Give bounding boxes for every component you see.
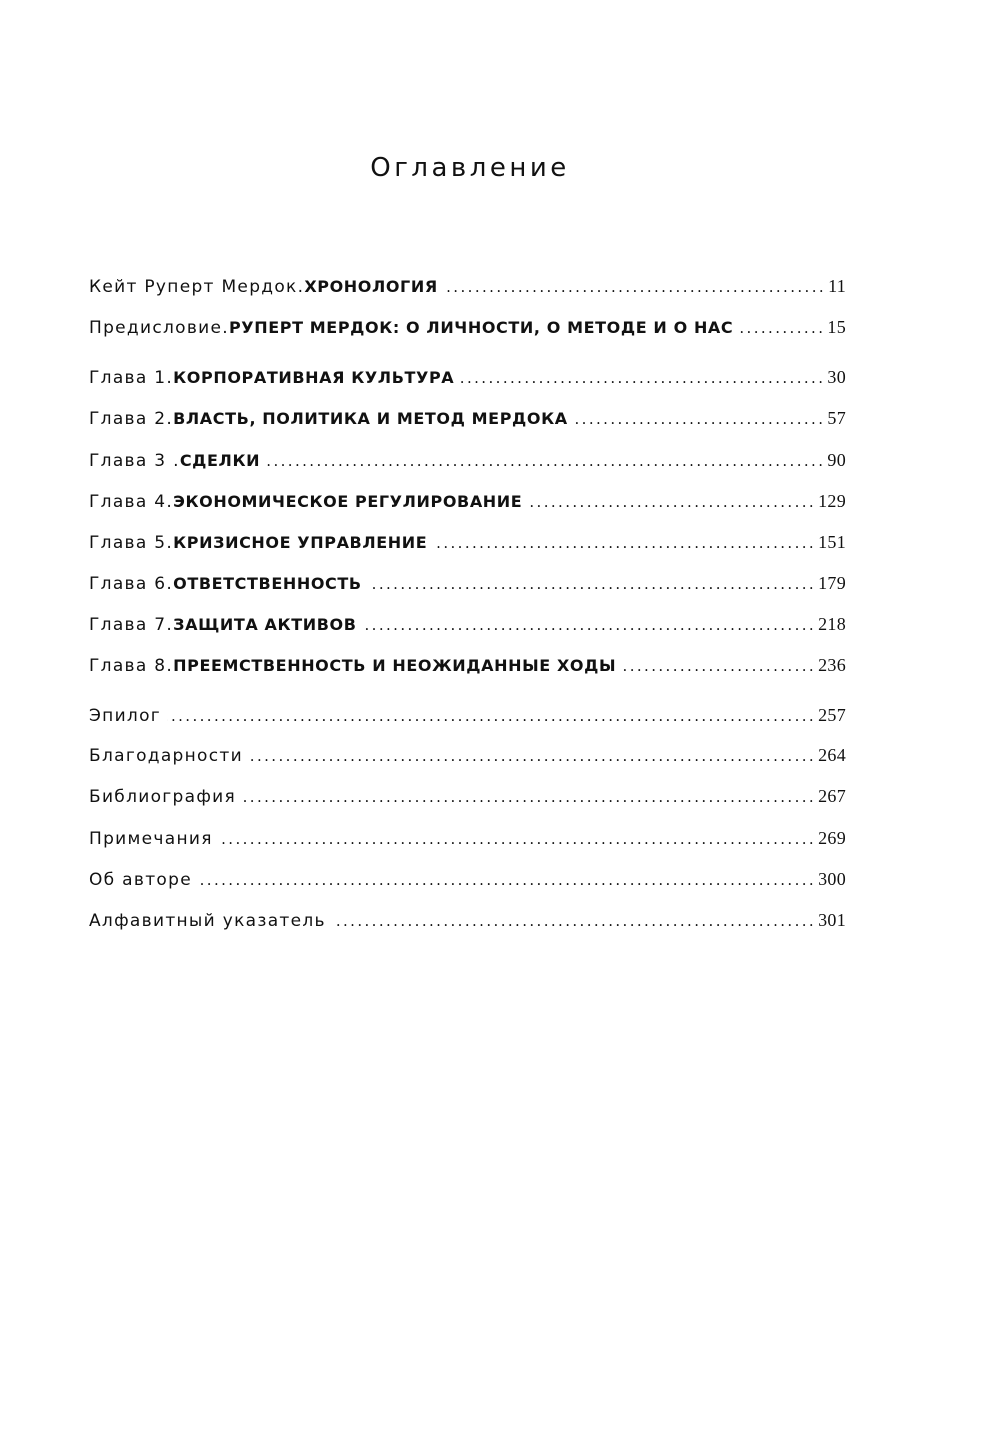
toc-page-number: 15 — [827, 317, 846, 337]
toc-entry-title: РУПЕРТ МЕРДОК: О ЛИЧНОСТИ, О МЕТОДЕ И О НАС — [228, 318, 734, 337]
toc-entry[interactable] — [89, 450, 846, 476]
toc-entry[interactable] — [89, 573, 846, 599]
toc-page-number: 11 — [828, 276, 846, 296]
toc-entry[interactable] — [89, 910, 846, 936]
toc-entry-prefix: Примечания — [89, 829, 213, 849]
toc-entry[interactable] — [89, 786, 846, 812]
toc-entry-prefix: Глава 6. — [89, 574, 174, 594]
toc-entry-title: ЗАЩИТА АКТИВОВ — [173, 615, 357, 634]
toc-dot-leader — [363, 616, 817, 634]
toc-entry-prefix: Благодарности — [89, 746, 243, 766]
toc-entry-title: ПРЕЕМСТВЕННОСТЬ И НЕОЖИДАННЫЕ ХОДЫ — [173, 656, 617, 675]
toc-page-number: 301 — [818, 910, 846, 930]
toc-page-number: 300 — [818, 869, 846, 889]
toc-dot-leader — [266, 452, 825, 470]
toc-entry[interactable] — [89, 745, 846, 771]
toc-page-number: 151 — [818, 532, 846, 552]
toc-entry-prefix: Глава 7. — [89, 615, 174, 635]
toc-dot-leader — [219, 830, 816, 848]
toc-entry[interactable] — [89, 317, 846, 343]
toc-entry-prefix: Глава 5. — [89, 533, 174, 553]
toc-page-number: 269 — [818, 828, 846, 848]
toc-dot-leader — [433, 534, 816, 552]
toc-entry[interactable] — [89, 491, 846, 517]
toc-dot-leader — [444, 278, 826, 296]
toc-entry[interactable] — [89, 828, 846, 854]
toc-dot-leader — [242, 788, 816, 806]
toc-dot-leader — [574, 410, 826, 428]
toc-page-number: 90 — [827, 450, 846, 470]
toc-dot-leader — [622, 657, 816, 675]
toc-entry-prefix: Библиография — [89, 787, 237, 807]
toc-entry[interactable] — [89, 705, 846, 731]
toc-entry[interactable] — [89, 532, 846, 558]
toc-dot-leader — [332, 912, 816, 930]
toc-entry-prefix: Глава 4. — [89, 492, 174, 512]
toc-page-number: 264 — [818, 745, 846, 765]
toc-entry-title: ЭКОНОМИЧЕСКОЕ РЕГУЛИРОВАНИЕ — [173, 492, 523, 511]
toc-entry-title: КОРПОРАТИВНАЯ КУЛЬТУРА — [173, 368, 455, 387]
toc-entry-prefix: Эпилог — [89, 706, 162, 726]
toc-entry-title: ХРОНОЛОГИЯ — [304, 277, 438, 296]
toc-dot-leader — [739, 319, 825, 337]
toc-page-number: 257 — [818, 705, 846, 725]
toc-entry-prefix: Глава 1. — [89, 368, 174, 388]
toc-entry-title: ВЛАСТЬ, ПОЛИТИКА И МЕТОД МЕРДОКА — [173, 409, 568, 428]
toc-dot-leader — [198, 871, 816, 889]
toc-entry[interactable] — [89, 655, 846, 681]
toc-entry-prefix: Алфавитный указатель — [89, 911, 326, 931]
page-title: Оглавление — [370, 153, 570, 183]
toc-page-number: 57 — [827, 408, 846, 428]
toc-entry-title: КРИЗИСНОЕ УПРАВЛЕНИЕ — [173, 533, 428, 552]
toc-page-number: 267 — [818, 786, 846, 806]
toc-entry-title: СДЕЛКИ — [179, 451, 261, 470]
toc-page-number: 218 — [818, 614, 846, 634]
toc-entry[interactable] — [89, 367, 846, 393]
toc-page-number: 30 — [827, 367, 846, 387]
toc-entry[interactable] — [89, 869, 846, 895]
toc-entry[interactable] — [89, 408, 846, 434]
toc-page-number: 236 — [818, 655, 846, 675]
toc-entry-prefix: Глава 2. — [89, 409, 174, 429]
toc-dot-leader — [368, 575, 816, 593]
toc-entry-prefix: Глава 3 . — [89, 451, 180, 471]
toc-dot-leader — [528, 493, 816, 511]
toc-dot-leader — [249, 747, 816, 765]
toc-entry-prefix: Предисловие. — [89, 318, 229, 338]
toc-entry-title: ОТВЕТСТВЕННОСТЬ — [173, 574, 362, 593]
toc-entry[interactable] — [89, 614, 846, 640]
toc-page-number: 129 — [818, 491, 846, 511]
toc-page-number: 179 — [818, 573, 846, 593]
toc-entry[interactable] — [89, 276, 846, 302]
toc-dot-leader — [460, 369, 825, 387]
toc-entry-prefix: Об авторе — [89, 870, 192, 890]
toc-entry-prefix: Глава 8. — [89, 656, 174, 676]
toc-dot-leader — [167, 707, 816, 725]
toc-entry-prefix: Кейт Руперт Мердок. — [89, 277, 305, 297]
